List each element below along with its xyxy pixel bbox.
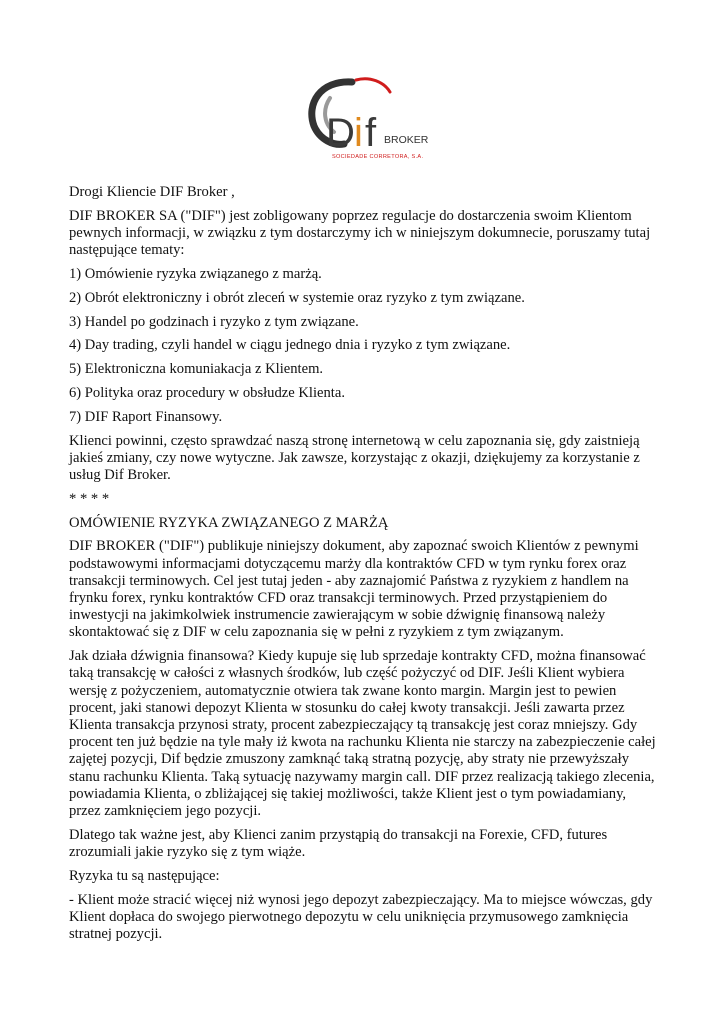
body-paragraph: Ryzyka tu są następujące: [69,867,220,884]
body-paragraph: Jak działa dźwignia finansowa? Kiedy kupuje się lub sprzedaje kontrakty CFD, można finansować taką transakcję w całości z własnych środków, lub część pożyczyć od DIF. Jeśli Klient wybiera wersję z pożyczeniem, automatycznie otwiera tak zwane konto margin. Margin jest to pewien procent, jaki stanowi depozyt Klienta w stosunku do całej kwoty transakcji. Jeśli zawarta przez Klienta transakcja przynosi straty, procent zabezpieczający tą transakcję jest coraz mniejszy. Gdy procent ten już będzie na tyle mały iż kwota na rachunku Klienta nie starczy na zabezpieczenie całej zajętej pozycji, Dif będzie zmuszony zamknąć taką stratną pozycję, aby straty nie przewyższały stanu rachunku Klienta. Taką sytuację nazywamy margin call. DIF przez realizacją takiego zlecenia, powiadamia Klienta, o zbliżającej się takiej możliwości, także Klient jest o tym powiadamiany, przez zamknięciem jego pozycji. [69,648,656,820]
logo-brand-text: D [326,111,355,155]
logo-tagline-text: SOCIEDADE CORRETORA, S.A. [332,154,424,160]
dif-broker-logo [300,74,440,166]
body-paragraph: DIF BROKER ("DIF") publikuje niniejszy dokument, aby zapoznać swoich Klientów z pewnymi podstawowymi informacjami dotyczącemu marży dla kontraktów CFD w tym rynku forex oraz transakcji terminowych. Cel jest tutaj jeden - aby zaznajomić Państwa z ryzykiem z handlem na frynku forex, rynku kontraktów CFD oraz transakcji terminowych. Przed przystąpieniem do inwestycji na jakimkolwiek instrumencie zawierającym w sobie dźwignię finansową należy skontaktować się z DIF w celu zapoznania się w pełni z ryzykiem z tym związanym. [69,538,639,641]
body-paragraph: - Klient może stracić więcej niż wynosi jego depozyt zabezpieczający. Ma to miejsce wówczas, gdy Klient dopłaca do swojego pierwotnego depozytu w celu uniknięcia przymusowego zamknięcia stratnej pozycji. [69,891,653,943]
greeting: Drogi Kliencie DIF Broker , [69,184,235,200]
logo-brand-i: i [354,111,363,155]
section-heading: OMÓWIENIE RYZYKA ZWIĄZANEGO Z MARŻĄ [69,514,389,531]
topic-item: 1) Omówienie ryzyka związanego z marżą. [69,266,322,282]
body-paragraph: Dlatego tak ważne jest, aby Klienci zanim przystąpią do transakcji na Forexie, CFD, futures zrozumiali jakie ryzyko się z tym wiąże. [69,826,608,861]
section-separator: * * * * [69,490,110,507]
document-body [69,184,659,950]
topic-item: 4) Day trading, czyli handel w ciągu jednego dnia i ryzyko z tym związane. [69,337,511,354]
closing-paragraph: Klienci powinni, często sprawdzać naszą stronę internetową w celu zapoznania się, gdy zaistnieją jakieś zmiany, czy nowe wytyczne. Jak zawsze, korzystając z okazji, dziękujemy za korzystanie z usług Dif Broker. [69,432,640,483]
topic-item: 2) Obrót elektroniczny i obrót zleceń w systemie oraz ryzyko z tym związane. [69,289,525,306]
topic-item: 7) DIF Raport Finansowy. [69,408,223,425]
topic-item: 6) Polityka oraz procedury w obsłudze Klienta. [69,384,345,401]
logo-swoosh-red [356,79,390,92]
logo-brand-f: f [365,111,377,155]
intro-paragraph: DIF BROKER SA ("DIF") jest zobligowany poprzez regulacje do dostarczenia swoim Klientom pewnych informacji, w związku z tym dostarczymy ich w niniejszym dokumnecie, poruszamy tutaj następujące tematy: [69,207,651,259]
topic-item: 3) Handel po godzinach i ryzyko z tym związane. [69,313,359,330]
logo-sub-text: BROKER [384,134,429,146]
topic-item: 5) Elektroniczna komuniakacja z Klientem. [69,361,324,378]
logo-graphic [300,74,440,166]
